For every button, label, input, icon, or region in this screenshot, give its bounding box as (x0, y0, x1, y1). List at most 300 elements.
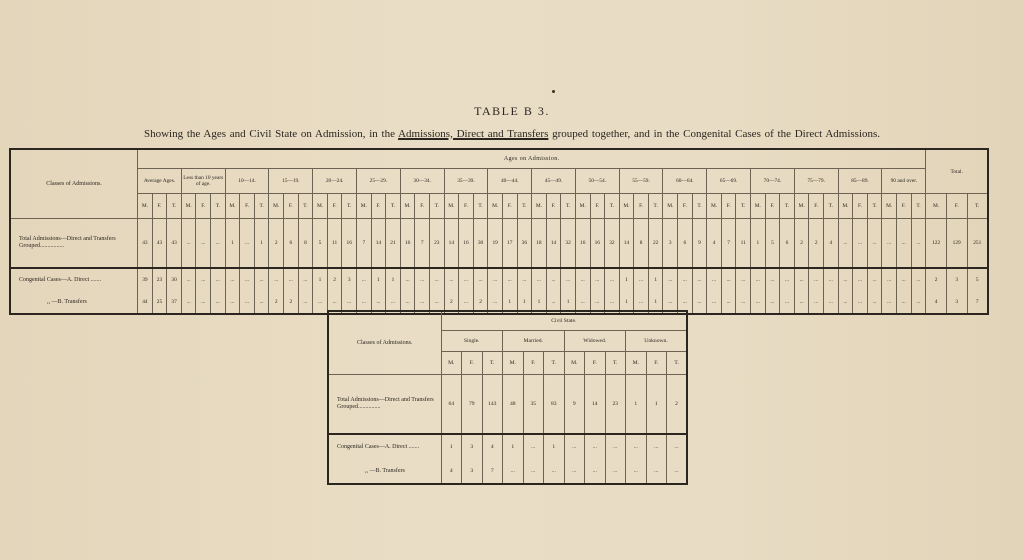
class-header: Classes of Admissions. (328, 311, 441, 375)
table-cell: 16 (575, 219, 590, 269)
table-cell: 18 (532, 219, 547, 269)
sex-subheader: F. (459, 194, 474, 219)
table-cell: ... (867, 219, 882, 269)
table-cell: 9 (692, 219, 707, 269)
age-group-header: 50—54. (575, 169, 619, 194)
table-cell: 2 (327, 268, 342, 291)
table-cell: ... (663, 268, 678, 291)
table-cell: ... (196, 219, 211, 269)
table-cell: ... (544, 459, 565, 484)
sex-subheader: F. (462, 352, 483, 375)
table-cell: ... (298, 291, 313, 314)
table-cell: 7 (357, 219, 372, 269)
table-row (10, 268, 988, 291)
sex-subheader: M. (626, 352, 647, 375)
table-cell: ... (488, 268, 503, 291)
age-group-header: 85—89. (838, 169, 882, 194)
table-cell: ... (646, 434, 667, 459)
table-cell: 4 (824, 219, 839, 269)
age-group-header: 20—24. (313, 169, 357, 194)
sex-subheader: M. (488, 194, 503, 219)
table-cell: 9 (564, 375, 585, 435)
table-cell: 14 (371, 219, 386, 269)
table-cell: ... (459, 268, 474, 291)
table-cell: ... (564, 459, 585, 484)
table-cell: 1 (544, 434, 565, 459)
sex-subheader: F. (546, 194, 561, 219)
table-cell: 2 (667, 375, 688, 435)
table-cell: ... (181, 219, 196, 269)
table-cell: ... (532, 268, 547, 291)
table-cell: 2 (269, 291, 284, 314)
sex-subheader: M. (882, 194, 897, 219)
table-cell: 23 (429, 219, 444, 269)
table-cell: ... (911, 219, 926, 269)
table-cell: ... (564, 434, 585, 459)
table-cell: ... (809, 291, 824, 314)
table-cell: 21 (386, 219, 401, 269)
sex-subheader: F. (152, 194, 167, 219)
sex-subheader: F. (371, 194, 386, 219)
table-cell: 122 (926, 219, 947, 269)
table-cell: ... (853, 268, 868, 291)
table-row (328, 375, 687, 435)
table-cell: 79 (462, 375, 483, 435)
table-cell: ... (736, 268, 751, 291)
table-cell: 1 (503, 434, 524, 459)
table-cell: 7 (967, 291, 988, 314)
table-cell: 14 (585, 375, 606, 435)
table-cell: ... (721, 268, 736, 291)
table-cell: ... (503, 459, 524, 484)
table-cell: ... (575, 291, 590, 314)
sex-subheader: T. (911, 194, 926, 219)
sex-subheader: T. (386, 194, 401, 219)
table-cell: 1 (648, 291, 663, 314)
table-cell: ... (546, 291, 561, 314)
sex-subheader: T. (780, 194, 795, 219)
table-cell: 16 (590, 219, 605, 269)
table-cell: 44 (138, 291, 153, 314)
table-cell: ... (523, 459, 544, 484)
table-cell: ... (342, 291, 357, 314)
sex-subheader: T. (429, 194, 444, 219)
table-cell: ... (911, 268, 926, 291)
table-cell: 1 (561, 291, 576, 314)
table-cell: ... (605, 434, 626, 459)
sex-subheader: F. (284, 194, 299, 219)
table-cell: ... (853, 219, 868, 269)
table-cell: 1 (225, 219, 240, 269)
table-cell: 1 (254, 219, 269, 269)
table-cell: ... (240, 291, 255, 314)
sex-subheader: M. (926, 194, 947, 219)
sex-subheader: M. (269, 194, 284, 219)
row-label: Total Admissions—Direct and Transfers Grouped............... (328, 375, 441, 435)
table-cell: 1 (626, 375, 647, 435)
table-cell: 7 (415, 219, 430, 269)
table-cell: 14 (546, 219, 561, 269)
table-cell: 1 (619, 268, 634, 291)
civil-state-header: Civil State. (441, 311, 687, 331)
table-cell: 23 (152, 268, 167, 291)
sex-subheader: T. (867, 194, 882, 219)
sex-subheader: T. (342, 194, 357, 219)
table-cell: ... (400, 268, 415, 291)
table-cell: ... (517, 268, 532, 291)
table-cell: ... (181, 291, 196, 314)
table-cell: ... (211, 219, 226, 269)
table-cell: ... (254, 291, 269, 314)
sex-subheader: F. (809, 194, 824, 219)
table-cell: ... (196, 268, 211, 291)
table-cell: ... (240, 268, 255, 291)
table-cell: ... (678, 291, 693, 314)
table-cell: 14 (619, 219, 634, 269)
table-cell: ... (692, 291, 707, 314)
table-cell: 5 (967, 268, 988, 291)
table-cell: 143 (482, 375, 503, 435)
table-cell: ... (882, 219, 897, 269)
table-cell: ... (585, 459, 606, 484)
sex-subheader: T. (967, 194, 988, 219)
table-cell: ... (824, 268, 839, 291)
sex-subheader: F. (896, 194, 911, 219)
table-cell: 39 (138, 268, 153, 291)
table-title: TABLE B 3. (474, 104, 550, 118)
row-label: ,, —B. Transfers (328, 459, 441, 484)
table-cell: 3 (946, 268, 967, 291)
table-cell: ... (561, 268, 576, 291)
table-cell: ... (605, 459, 626, 484)
table-cell: ... (196, 291, 211, 314)
table-cell: ... (896, 268, 911, 291)
table-cell: ... (357, 268, 372, 291)
table-cell: 5 (313, 219, 328, 269)
table-cell: 1 (441, 434, 462, 459)
table-cell: ... (667, 459, 688, 484)
table-cell: 129 (946, 219, 967, 269)
table-cell: 1 (619, 291, 634, 314)
table-cell: 7 (721, 219, 736, 269)
table-cell: 43 (138, 219, 153, 269)
sex-subheader: F. (196, 194, 211, 219)
table-cell: 2 (269, 219, 284, 269)
table-cell: 11 (327, 219, 342, 269)
civil-group-header: Married. (503, 331, 565, 352)
table-cell: ... (838, 291, 853, 314)
table-cell: ... (794, 268, 809, 291)
table-cell: ... (269, 268, 284, 291)
age-group-header: 30—34. (400, 169, 444, 194)
sex-subheader: T. (211, 194, 226, 219)
row-label: Congenital Cases—A. Direct ....... (328, 434, 441, 459)
table-cell: 22 (648, 219, 663, 269)
sex-subheader: M. (663, 194, 678, 219)
table-cell: 1 (532, 291, 547, 314)
table-cell: ... (626, 434, 647, 459)
table-cell: 8 (634, 219, 649, 269)
age-group-header: 10—14. (225, 169, 269, 194)
table-cell: 19 (488, 219, 503, 269)
table-cell: ... (181, 268, 196, 291)
sex-subheader: F. (721, 194, 736, 219)
civil-group-header: Unknown. (626, 331, 688, 352)
table-cell: ... (667, 434, 688, 459)
table-cell: 23 (605, 375, 626, 435)
table-cell: ... (838, 219, 853, 269)
table-cell: 30 (473, 219, 488, 269)
sex-subheader: M. (751, 194, 766, 219)
table-cell: 30 (167, 268, 182, 291)
total-header: Total. (926, 149, 988, 194)
table-cell: ... (225, 268, 240, 291)
row-label: Total Admissions—Direct and Transfers Grouped................ (10, 219, 138, 269)
table-cell: ... (867, 291, 882, 314)
table-cell: 4 (707, 219, 722, 269)
age-group-header: 75—79. (794, 169, 838, 194)
table-cell: 1 (751, 219, 766, 269)
table-cell: ... (751, 291, 766, 314)
table-cell: ... (298, 268, 313, 291)
sex-subheader: M. (564, 352, 585, 375)
table-cell: 3 (663, 219, 678, 269)
sex-subheader: T. (824, 194, 839, 219)
sex-subheader: M. (225, 194, 240, 219)
table-cell: ... (590, 268, 605, 291)
table-cell: ... (211, 268, 226, 291)
table-cell: 2 (809, 219, 824, 269)
subtitle-underlined: Admissions, Direct and Transfers (398, 128, 549, 140)
table-cell: 3 (342, 268, 357, 291)
sex-subheader: F. (327, 194, 342, 219)
table-cell: ... (853, 291, 868, 314)
age-group-header: 40—44. (488, 169, 532, 194)
sex-subheader: F. (590, 194, 605, 219)
sex-subheader: F. (240, 194, 255, 219)
table-cell: ... (692, 268, 707, 291)
table-cell: 37 (167, 291, 182, 314)
table-cell: ... (585, 434, 606, 459)
table-cell: 16 (459, 219, 474, 269)
row-label: ,, —B. Transfers (10, 291, 138, 314)
table-cell: ... (626, 459, 647, 484)
row-label: Congenital Cases—A. Direct ....... (10, 268, 138, 291)
table-cell: ... (678, 268, 693, 291)
table-cell: ... (225, 291, 240, 314)
sex-subheader: T. (167, 194, 182, 219)
table-cell: 4 (441, 459, 462, 484)
table-cell: 1 (517, 291, 532, 314)
table-cell: ... (809, 268, 824, 291)
table-cell: 5 (765, 219, 780, 269)
sex-subheader: M. (138, 194, 153, 219)
sex-subheader: F. (678, 194, 693, 219)
table-cell: ... (254, 268, 269, 291)
civil-group-header: Widowed. (564, 331, 626, 352)
table-cell: ... (634, 268, 649, 291)
sex-subheader: M. (838, 194, 853, 219)
table-cell: ... (357, 291, 372, 314)
sex-subheader: M. (181, 194, 196, 219)
table-cell: 3 (462, 434, 483, 459)
table-cell: 3 (462, 459, 483, 484)
table-cell: 14 (444, 219, 459, 269)
sex-subheader: F. (646, 352, 667, 375)
table-cell: 6 (678, 219, 693, 269)
table-cell: ... (575, 268, 590, 291)
table-cell: ... (634, 291, 649, 314)
sex-subheader: M. (794, 194, 809, 219)
table-cell: 8 (298, 219, 313, 269)
table-cell: ... (605, 291, 620, 314)
table-cell: 17 (502, 219, 517, 269)
table-cell: 35 (523, 375, 544, 435)
table-cell: ... (386, 291, 401, 314)
table-cell: 2 (926, 268, 947, 291)
table-cell: 1 (313, 268, 328, 291)
table-cell: ... (327, 291, 342, 314)
table-cell: 25 (152, 291, 167, 314)
subtitle-pre: Showing the Ages and Civil State on Admission, in the (143, 128, 399, 140)
sex-subheader: T. (517, 194, 532, 219)
sex-subheader: T. (648, 194, 663, 219)
sex-subheader: F. (585, 352, 606, 375)
sex-subheader: T. (561, 194, 576, 219)
table-cell: ... (911, 291, 926, 314)
age-group-header: 25—29. (357, 169, 401, 194)
table-cell: ... (546, 268, 561, 291)
sex-subheader: M. (503, 352, 524, 375)
table-cell: 2 (794, 219, 809, 269)
subtitle-post: grouped together, and in the Congenital Cases of the Direct Admissions. (548, 128, 881, 140)
table-row (328, 434, 687, 459)
table-cell: 6 (284, 219, 299, 269)
sex-subheader: T. (473, 194, 488, 219)
sex-subheader: T. (298, 194, 313, 219)
table-cell: ... (590, 291, 605, 314)
sex-subheader: T. (736, 194, 751, 219)
table-cell: ... (415, 268, 430, 291)
table-cell: ... (444, 268, 459, 291)
table-row (328, 459, 687, 484)
age-group-header: 65—69. (707, 169, 751, 194)
table-cell: 2 (473, 291, 488, 314)
sex-subheader: T. (544, 352, 565, 375)
table-cell: 1 (648, 268, 663, 291)
table-cell: ... (371, 291, 386, 314)
table-cell: ... (400, 291, 415, 314)
sex-subheader: M. (441, 352, 462, 375)
table-cell: 4 (482, 434, 503, 459)
table-cell: ... (721, 291, 736, 314)
table-cell: ... (838, 268, 853, 291)
table-cell: ... (736, 291, 751, 314)
table-cell: 64 (441, 375, 462, 435)
age-group-header: 90 and over. (882, 169, 926, 194)
age-group-header: 55—59. (619, 169, 663, 194)
table-cell: ... (415, 291, 430, 314)
table-cell: ... (240, 219, 255, 269)
table-cell: 1 (371, 268, 386, 291)
ages-table (9, 148, 989, 315)
table-cell: 48 (503, 375, 524, 435)
table-cell: 16 (400, 219, 415, 269)
sex-subheader: T. (667, 352, 688, 375)
sex-subheader: F. (853, 194, 868, 219)
table-cell: ... (765, 268, 780, 291)
sex-subheader: T. (254, 194, 269, 219)
sex-subheader: M. (707, 194, 722, 219)
sex-subheader: F. (634, 194, 649, 219)
age-group-header: 60—64. (663, 169, 707, 194)
sex-subheader: M. (575, 194, 590, 219)
table-cell: ... (896, 291, 911, 314)
table-cell: ... (882, 268, 897, 291)
table-cell: ... (211, 291, 226, 314)
table-cell: ... (429, 291, 444, 314)
table-cell: 251 (967, 219, 988, 269)
age-group-header: 70—74. (751, 169, 795, 194)
sex-subheader: M. (444, 194, 459, 219)
table-cell: 83 (544, 375, 565, 435)
table-cell: ... (284, 268, 299, 291)
table-cell: ... (765, 291, 780, 314)
sex-subheader: F. (946, 194, 967, 219)
age-group-header: 15—19. (269, 169, 313, 194)
table-cell: 11 (736, 219, 751, 269)
sex-subheader: T. (605, 352, 626, 375)
ages-header: Ages on Admission. (138, 149, 926, 169)
table-cell: 36 (517, 219, 532, 269)
table-cell: ... (780, 291, 795, 314)
table-cell: ... (429, 268, 444, 291)
age-group-header: 35—39. (444, 169, 488, 194)
table-cell: 2 (284, 291, 299, 314)
table-cell: 7 (482, 459, 503, 484)
table-cell: ... (488, 291, 503, 314)
sex-subheader: F. (415, 194, 430, 219)
table-cell: ... (605, 268, 620, 291)
sex-subheader: M. (313, 194, 328, 219)
table-cell: ... (794, 291, 809, 314)
table-cell: ... (663, 291, 678, 314)
table-cell: ... (459, 291, 474, 314)
sex-subheader: M. (400, 194, 415, 219)
table-cell: ... (824, 291, 839, 314)
sex-subheader: F. (765, 194, 780, 219)
table-cell: 2 (444, 291, 459, 314)
table-cell: 4 (926, 291, 947, 314)
sex-subheader: T. (482, 352, 503, 375)
table-cell: ... (707, 291, 722, 314)
table-cell: ... (882, 291, 897, 314)
table-subtitle (0, 128, 1024, 140)
table-cell: ... (523, 434, 544, 459)
sex-subheader: M. (619, 194, 634, 219)
sex-subheader: M. (532, 194, 547, 219)
table-cell: ... (896, 219, 911, 269)
table-cell: 32 (561, 219, 576, 269)
age-group-header: Less than 10 years of age. (181, 169, 225, 194)
table-cell: ... (867, 268, 882, 291)
table-cell: 32 (605, 219, 620, 269)
class-header: Classes of Admissions. (10, 149, 138, 219)
sex-subheader: T. (692, 194, 707, 219)
table-cell: 3 (946, 291, 967, 314)
table-cell: 43 (167, 219, 182, 269)
table-cell: ... (751, 268, 766, 291)
